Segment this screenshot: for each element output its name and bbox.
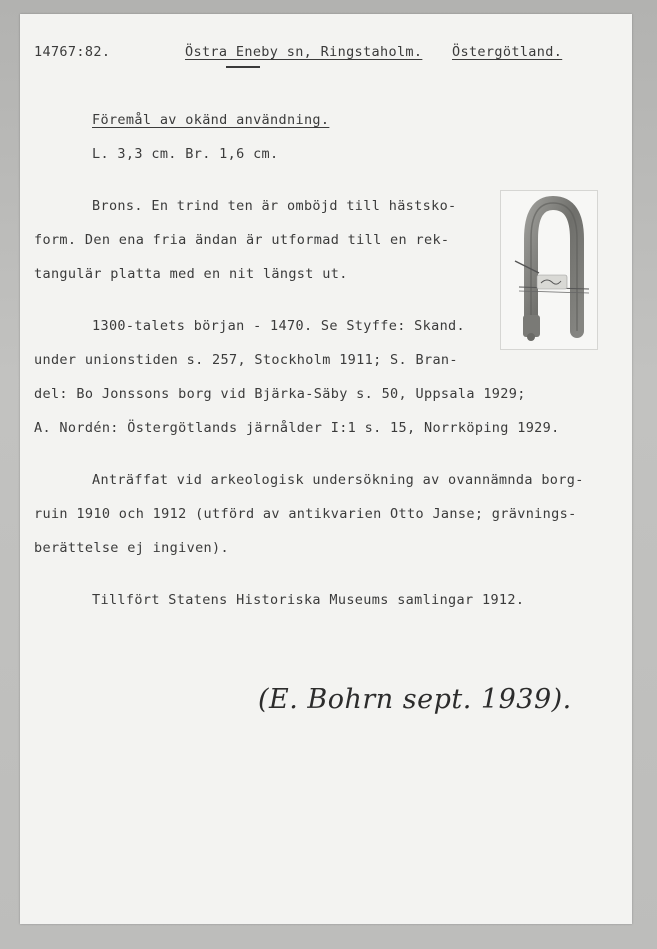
description-line: form. Den ena fria ändan är utformad till en rek- xyxy=(34,232,450,248)
object-photo xyxy=(500,190,598,350)
catalog-number: 14767:82. xyxy=(34,44,111,60)
reference-line: under unionstiden s. 257, Stockholm 1911; S. Bran- xyxy=(34,352,458,368)
header-dash-mark xyxy=(226,66,260,68)
find-place: Östra Eneby sn, Ringstaholm. xyxy=(185,44,423,60)
reference-line: A. Nordén: Östergötlands järnålder I:1 s. 15, Norrköping 1929. xyxy=(34,420,560,436)
handwritten-signature xyxy=(258,670,578,740)
catalog-card xyxy=(20,14,632,924)
find-circumstance-line: ruin 1910 och 1912 (utförd av antikvarien Otto Janse; grävnings- xyxy=(34,506,577,522)
signature-text: (E. Bohrn sept. 1939). xyxy=(258,684,572,715)
find-circumstance-line: Anträffat vid arkeologisk undersökning av ovannämnda borg- xyxy=(92,472,584,488)
description-line: tangulär platta med en nit längst ut. xyxy=(34,266,348,282)
measurements: L. 3,3 cm. Br. 1,6 cm. xyxy=(92,146,279,162)
accession-note: Tillfört Statens Historiska Museums samlingar 1912. xyxy=(92,592,525,608)
reference-line: del: Bo Jonssons borg vid Bjärka-Säby s. 50, Uppsala 1929; xyxy=(34,386,526,402)
horseshoe-object-icon xyxy=(501,191,597,349)
reference-line: 1300-talets början - 1470. Se Styffe: Skand. xyxy=(92,318,466,334)
description-line: Brons. En trind ten är omböjd till hästsko- xyxy=(92,198,457,214)
province: Östergötland. xyxy=(452,44,563,60)
object-title: Föremål av okänd användning. xyxy=(92,112,330,128)
find-circumstance-line: berättelse ej ingiven). xyxy=(34,540,229,556)
